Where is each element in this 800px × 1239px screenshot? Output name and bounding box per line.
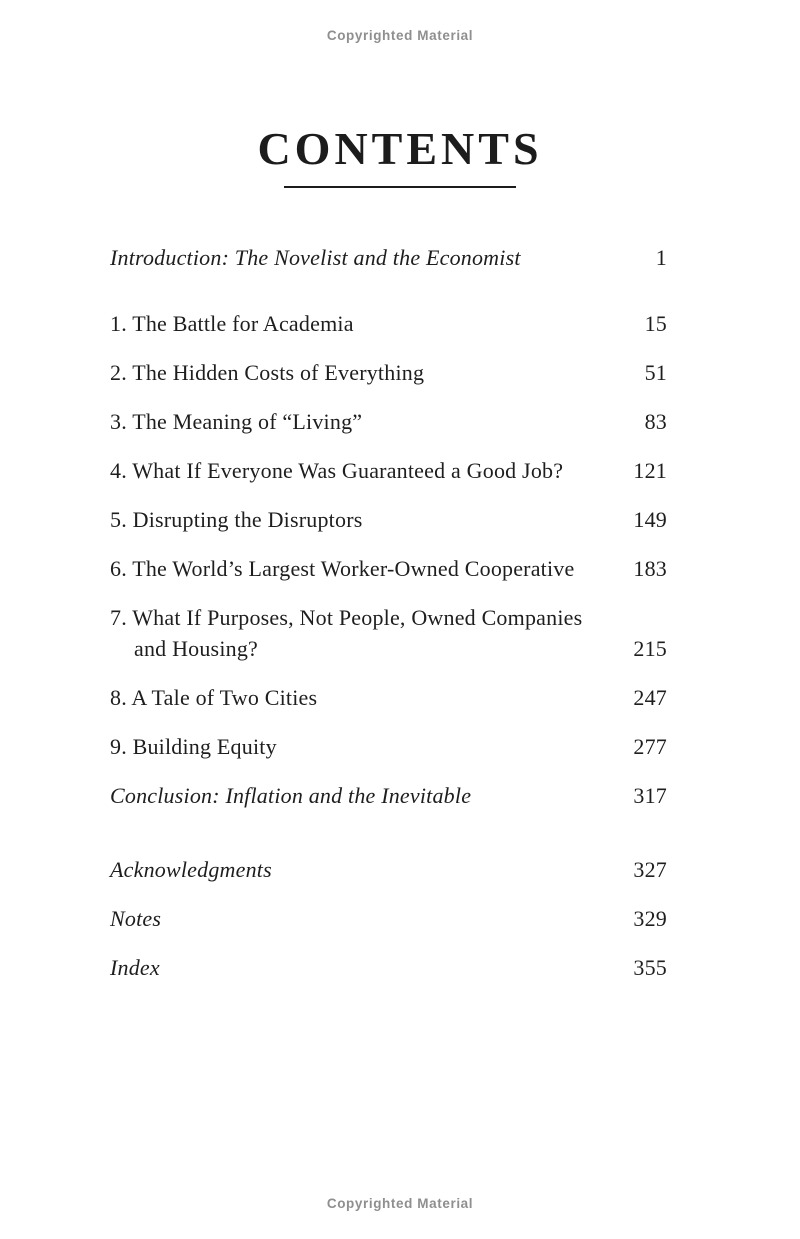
toc-entry-label: 3. The Meaning of “Living” xyxy=(110,409,363,434)
toc-entry-label: Conclusion: Inflation and the Inevitable xyxy=(110,783,472,808)
toc-entry-chapter-9 xyxy=(110,735,667,758)
toc-entry-chapter-6 xyxy=(110,557,667,580)
toc-entry-page: 183 xyxy=(633,556,667,581)
toc-entry-label: 1. The Battle for Academia xyxy=(110,311,354,336)
copyright-notice-top: Copyrighted Material xyxy=(326,28,474,43)
copyright-notice-bottom: Copyrighted Material xyxy=(326,1196,474,1211)
toc-entry-chapter-7 xyxy=(110,606,667,660)
toc-entry-acknowledgments xyxy=(110,858,667,881)
toc-entry-page: 277 xyxy=(633,734,667,759)
toc-entry-chapter-8 xyxy=(110,686,667,709)
toc-entry-label: Notes xyxy=(110,906,162,931)
page-title: CONTENTS xyxy=(257,123,543,174)
toc-entry-page: 327 xyxy=(633,857,667,882)
toc-entry-label: 5. Disrupting the Disruptors xyxy=(110,507,363,532)
toc-entry-label: Acknowledgments xyxy=(110,857,272,882)
toc-entry-labels xyxy=(110,606,582,660)
toc-entry-chapter-5 xyxy=(110,508,667,531)
toc-entry-conclusion xyxy=(110,784,667,807)
toc-entry-index xyxy=(110,956,667,979)
toc-entry-page: 215 xyxy=(633,636,667,661)
toc-entry-page: 317 xyxy=(633,783,667,808)
toc-entry-label: Index xyxy=(110,955,160,980)
toc-entry-chapter-2 xyxy=(110,361,667,384)
toc-entry-page: 1 xyxy=(655,245,667,270)
toc-entry-page: 15 xyxy=(644,311,667,336)
toc-entry-page: 121 xyxy=(633,458,667,483)
toc-entry-page: 329 xyxy=(633,906,667,931)
toc-entry-page: 355 xyxy=(633,955,667,980)
toc-entry-label: 2. The Hidden Costs of Everything xyxy=(110,360,425,385)
toc-entry-page: 83 xyxy=(644,409,667,434)
toc-entry-chapter-3 xyxy=(110,410,667,433)
toc-entry-label-line1: 7. What If Purposes, Not People, Owned Companies xyxy=(110,605,583,630)
toc-entry-page: 51 xyxy=(644,360,667,385)
toc-entry-label: 8. A Tale of Two Cities xyxy=(110,685,318,710)
title-block xyxy=(0,124,800,188)
toc-entry-page: 149 xyxy=(633,507,667,532)
toc-entry-label: 9. Building Equity xyxy=(110,734,277,759)
toc-entry-label: 4. What If Everyone Was Guaranteed a Good Job? xyxy=(110,458,564,483)
toc-entry-label-line2: and Housing? xyxy=(134,636,258,661)
toc-entry-notes xyxy=(110,907,667,930)
toc-entry-page: 247 xyxy=(633,685,667,710)
toc-entry-label: 6. The World’s Largest Worker-Owned Cooperative xyxy=(110,556,575,581)
toc-entry-label: Introduction: The Novelist and the Economist xyxy=(110,245,521,270)
toc-entry-introduction xyxy=(110,246,667,269)
toc-entry-chapter-4 xyxy=(110,459,667,482)
toc-entry-chapter-1 xyxy=(110,312,667,335)
table-of-contents xyxy=(110,246,667,1005)
title-rule xyxy=(284,186,516,188)
